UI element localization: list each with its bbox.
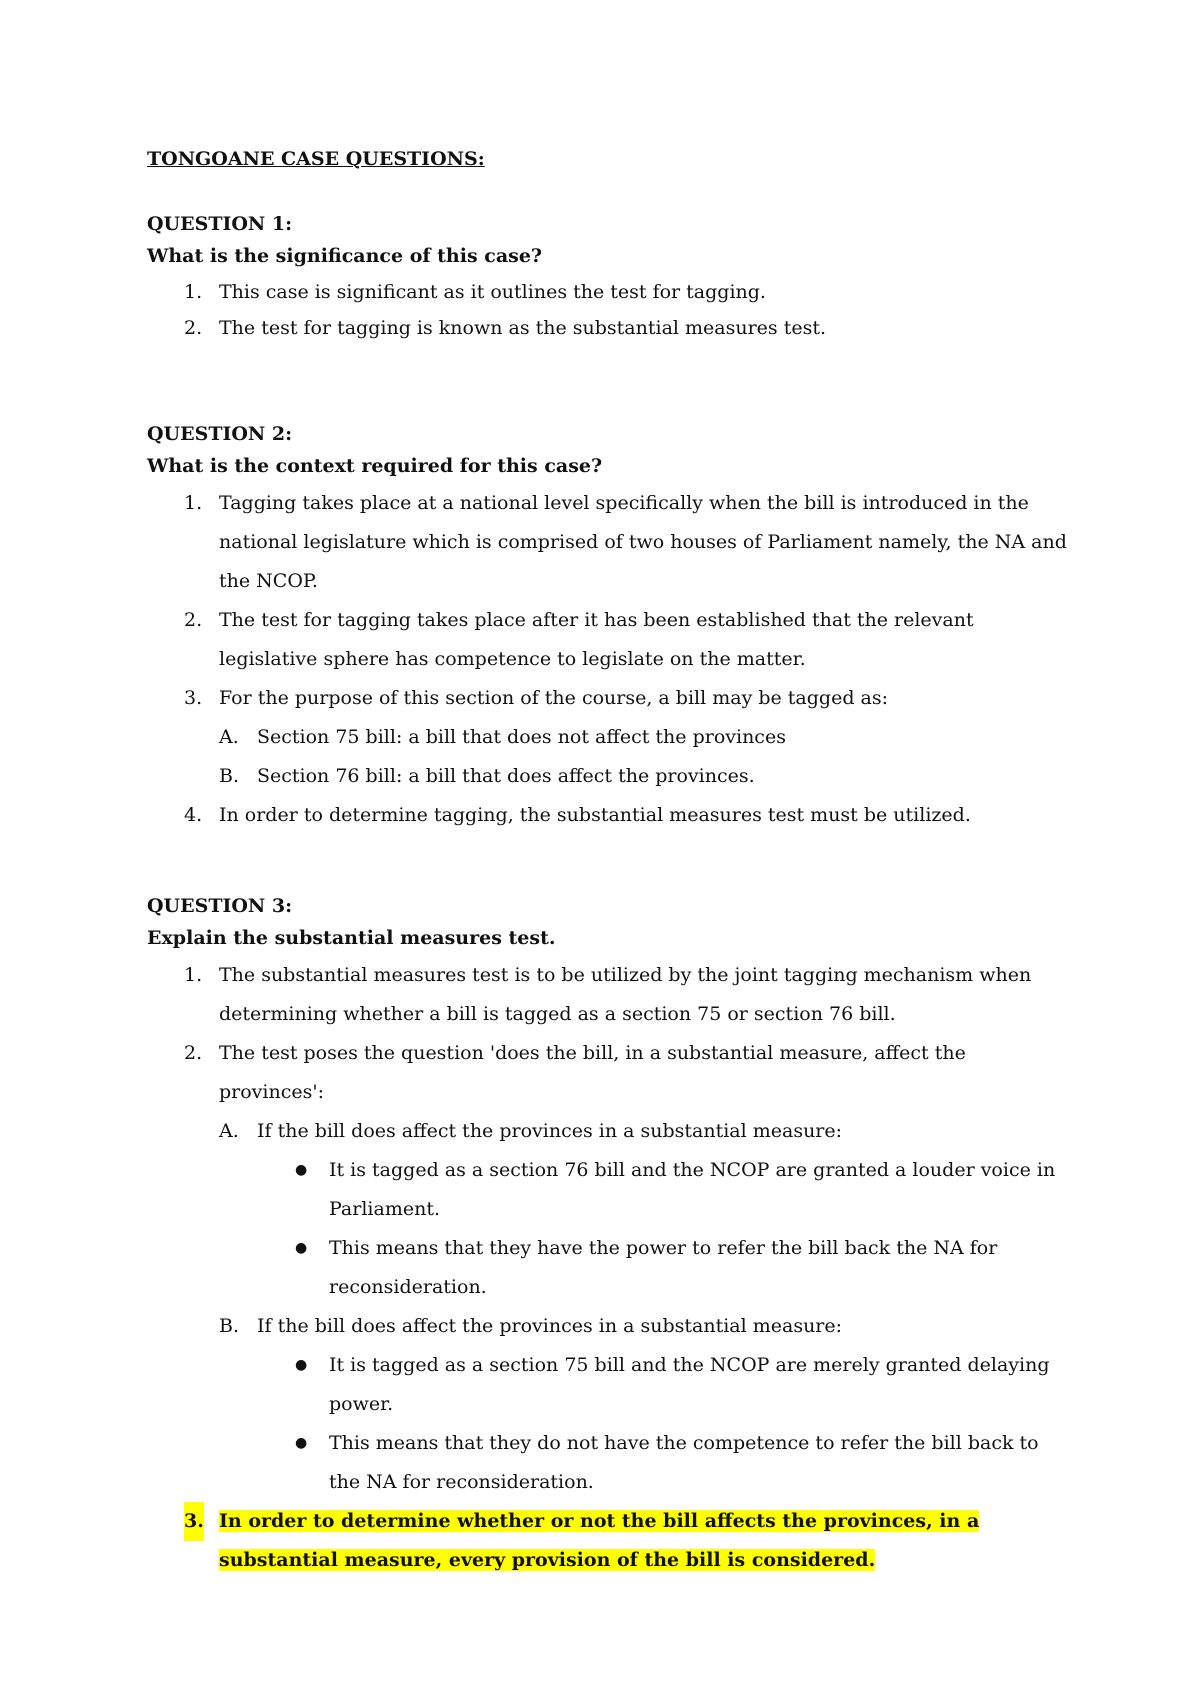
list-item [147, 274, 1067, 310]
list-item [147, 679, 1067, 796]
list-item [147, 1034, 1067, 1502]
bullet-item [147, 1346, 1067, 1424]
item-text: Tagging takes place at a national level specifically when the bill is introduced in the national legislature which is comprised of two houses of Parliament namely, the NA and the NCOP. [219, 492, 1067, 592]
document-title: TONGOANE CASE QUESTIONS: [147, 148, 485, 170]
bullet-text: This means that they have the power to refer the bill back the NA for reconsideration. [329, 1237, 998, 1298]
question-2-text: What is the context required for this case? [147, 455, 603, 477]
bullet-text: It is tagged as a section 76 bill and the NCOP are granted a louder voice in Parliament. [329, 1159, 1056, 1220]
list-item [147, 956, 1067, 1034]
list-item [147, 484, 1067, 601]
sub-item-letter: A. [219, 726, 239, 748]
item-text: The test for tagging takes place after it has been established that the relevant legislative sphere has competence to legislate on the matter. [219, 609, 974, 670]
question-1-section [147, 208, 1067, 346]
item-number: 2. [184, 609, 203, 631]
bullet-text: It is tagged as a section 75 bill and the NCOP are merely granted delaying power. [329, 1354, 1050, 1415]
list-item [147, 310, 1067, 346]
item-number: 1. [184, 281, 203, 303]
item-number: 4. [184, 804, 203, 826]
bullet-icon: ● [295, 1357, 308, 1373]
bullet-item [147, 1424, 1067, 1502]
item-number: 3. [184, 1502, 204, 1541]
question-2-section [147, 418, 1067, 835]
bullet-item [147, 1151, 1067, 1229]
highlighted-item-text: In order to determine whether or not the bill affects the provinces, in a substantial measure, every provision of the bill is considered. [219, 1510, 980, 1571]
sub-item-letter: B. [219, 1315, 240, 1337]
item-text: In order to determine tagging, the substantial measures test must be utilized. [219, 804, 971, 826]
item-text: For the purpose of this section of the course, a bill may be tagged as: [219, 687, 889, 709]
sub-list-item [147, 1307, 1067, 1502]
question-1-label: QUESTION 1: [147, 213, 293, 235]
question-3-text: Explain the substantial measures test. [147, 927, 556, 949]
sub-item-text: If the bill does affect the provinces in a substantial measure: [257, 1315, 843, 1337]
item-text: The test for tagging is known as the substantial measures test. [219, 317, 827, 339]
question-3-section [147, 890, 1067, 1580]
item-number: 2. [184, 317, 203, 339]
item-number: 1. [184, 964, 203, 986]
sub-list-item [147, 757, 1067, 796]
bullet-icon: ● [295, 1240, 308, 1256]
sub-item-text: Section 75 bill: a bill that does not affect the provinces [257, 726, 786, 748]
bullet-text: This means that they do not have the competence to refer the bill back to the NA for reconsideration. [329, 1432, 1039, 1493]
list-item [147, 601, 1067, 679]
sub-item-text: Section 76 bill: a bill that does affect the provinces. [257, 765, 755, 787]
item-number: 3. [184, 687, 203, 709]
item-number: 2. [184, 1042, 203, 1064]
bullet-icon: ● [295, 1435, 308, 1451]
sub-list-item [147, 718, 1067, 757]
sub-list-item [147, 1112, 1067, 1307]
sub-item-text: If the bill does affect the provinces in a substantial measure: [257, 1120, 843, 1142]
sub-item-letter: B. [219, 765, 240, 787]
item-text: The substantial measures test is to be utilized by the joint tagging mechanism when determining whether a bill is tagged as a section 75 or section 76 bill. [219, 964, 1032, 1025]
sub-item-letter: A. [219, 1120, 239, 1142]
question-3-label: QUESTION 3: [147, 895, 293, 917]
bullet-item [147, 1229, 1067, 1307]
list-item [147, 796, 1067, 835]
bullet-icon: ● [295, 1162, 308, 1178]
question-1-text: What is the significance of this case? [147, 245, 543, 267]
question-2-label: QUESTION 2: [147, 423, 293, 445]
highlighted-list-item [147, 1502, 1067, 1580]
item-text: This case is significant as it outlines the test for tagging. [219, 281, 766, 303]
item-number: 1. [184, 492, 203, 514]
item-text: The test poses the question 'does the bill, in a substantial measure, affect the provinces': [219, 1042, 966, 1103]
